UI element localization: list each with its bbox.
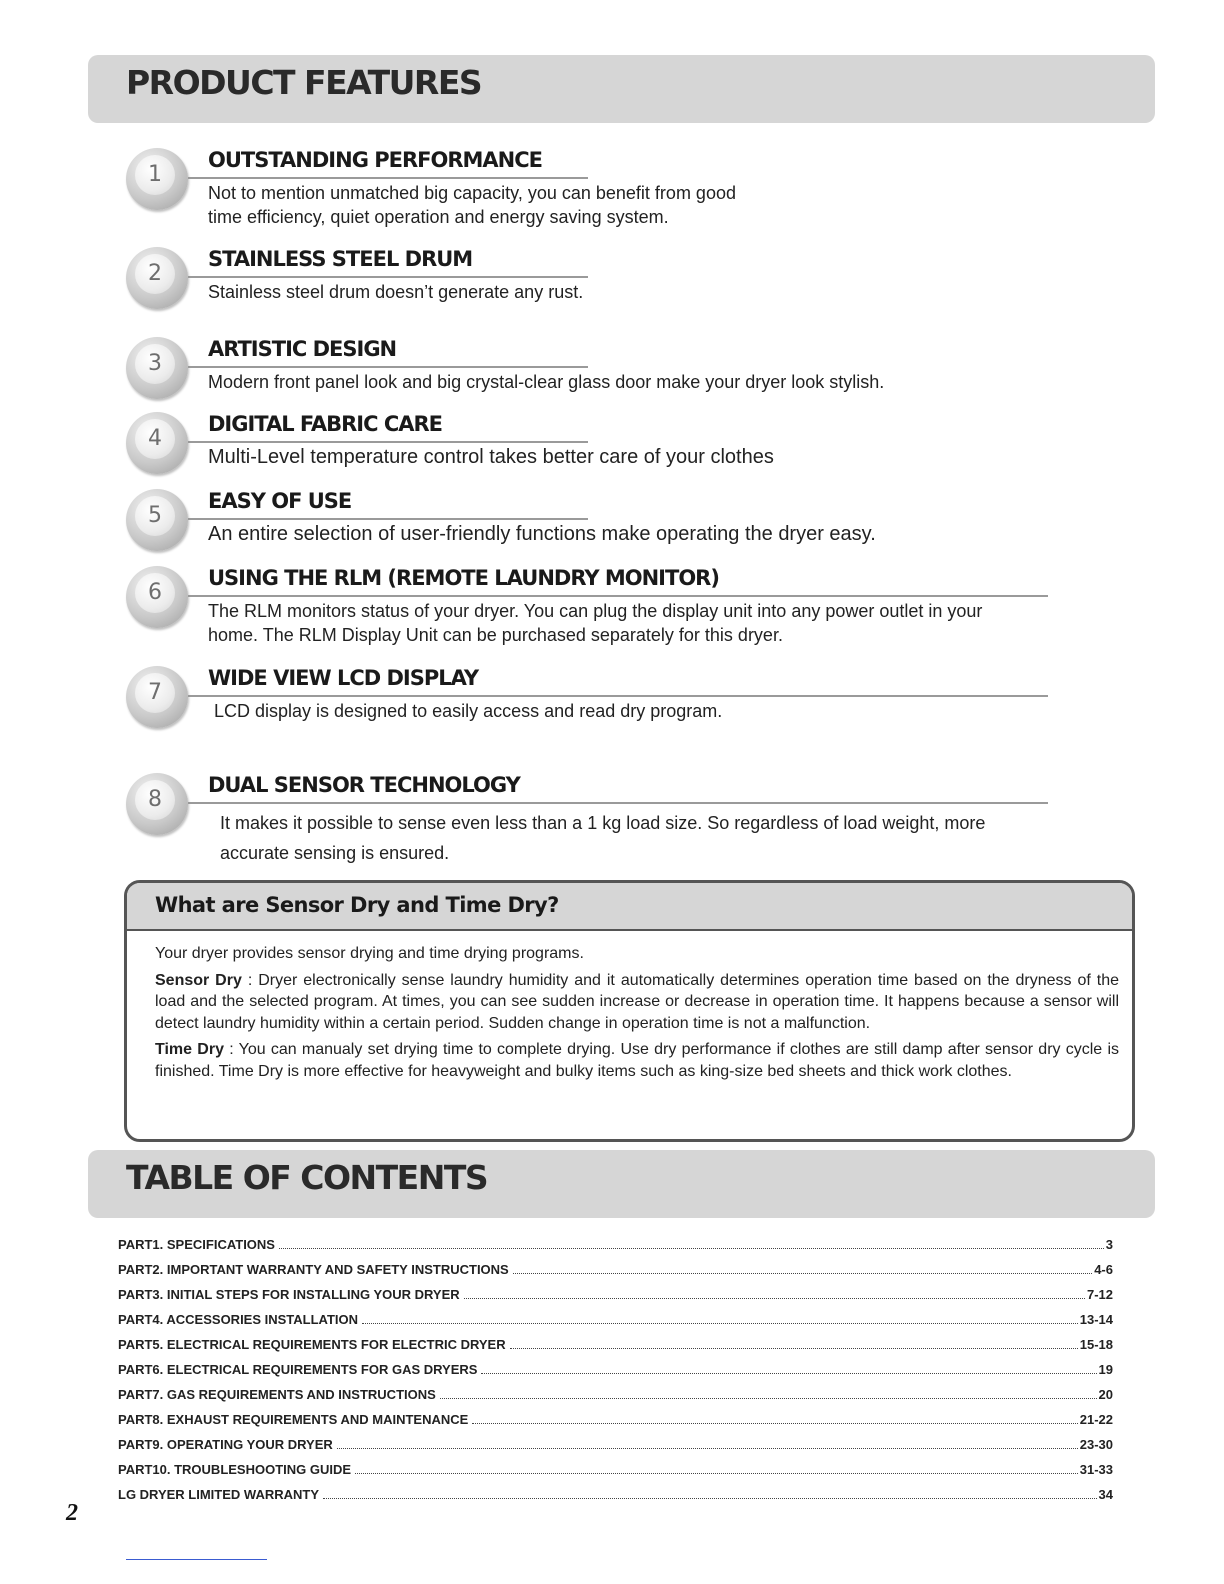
toc-leader-dots	[481, 1373, 1096, 1374]
toc-entry[interactable]: PART5. ELECTRICAL REQUIREMENTS FOR ELECTRIC DRYER 15-18	[118, 1337, 1113, 1352]
time-dry-label: Time Dry	[155, 1041, 224, 1058]
sensor-box-intro: Your dryer provides sensor drying and time drying programs.	[155, 945, 584, 962]
table-of-contents-banner	[88, 1150, 1155, 1218]
feature-description: The RLM monitors status of your dryer. You can plug the display unit into any power outlet in your home. The RLM Display Unit can be purchased separately for this dryer.	[208, 601, 983, 645]
sensor-box-body	[127, 931, 1132, 1082]
number-badge-icon: 5	[126, 489, 188, 551]
page-number: 2	[66, 1500, 78, 1526]
feature-divider	[188, 695, 1048, 697]
toc-entry[interactable]: PART8. EXHAUST REQUIREMENTS AND MAINTENANCE 21-22	[118, 1412, 1113, 1427]
toc-entry[interactable]: PART9. OPERATING YOUR DRYER 23-30	[118, 1437, 1113, 1452]
toc-leader-dots	[513, 1273, 1092, 1274]
feature-description: It makes it possible to sense even less than a 1 kg load size. So regardless of load weight, more accurate sensing is ensured.	[220, 813, 986, 863]
toc-leader-dots	[279, 1248, 1104, 1249]
feature-description: Multi-Level temperature control takes better care of your clothes	[208, 446, 774, 468]
toc-entry[interactable]: PART4. ACCESSORIES INSTALLATION 13-14	[118, 1312, 1113, 1327]
sensor-dry-info-box	[124, 880, 1135, 1142]
toc-leader-dots	[355, 1473, 1078, 1474]
feature-title: DIGITAL FABRIC CARE	[208, 412, 443, 436]
feature-divider	[188, 177, 588, 179]
toc-entry[interactable]: LG DRYER LIMITED WARRANTY 34	[118, 1487, 1113, 1502]
toc-leader-dots	[510, 1348, 1078, 1349]
time-dry-text: : You can manualy set drying time to complete drying. Use dry performance if clothes are still damp after sensor dry cycle is finished. Time Dry is more effective for heavyweight and bulky items such as king-size bed sheets and thick work clothes.	[155, 1041, 1119, 1080]
toc-entry[interactable]: PART7. GAS REQUIREMENTS AND INSTRUCTIONS 20	[118, 1387, 1113, 1402]
number-badge-icon: 2	[126, 247, 188, 309]
sensor-dry-paragraph	[155, 970, 1119, 1035]
feature-divider	[188, 802, 1048, 804]
toc-entry[interactable]: PART10. TROUBLESHOOTING GUIDE 31-33	[118, 1462, 1113, 1477]
toc-entry[interactable]: PART2. IMPORTANT WARRANTY AND SAFETY INSTRUCTIONS 4-6	[118, 1262, 1113, 1277]
table-of-contents-title: TABLE OF CONTENTS	[126, 1158, 488, 1197]
time-dry-paragraph	[155, 1039, 1119, 1082]
feature-title: DUAL SENSOR TECHNOLOGY	[208, 773, 520, 797]
number-badge-icon: 7	[126, 666, 188, 728]
number-badge-icon: 4	[126, 412, 188, 474]
toc-entry[interactable]: PART3. INITIAL STEPS FOR INSTALLING YOUR DRYER 7-12	[118, 1287, 1113, 1302]
toc-leader-dots	[362, 1323, 1078, 1324]
feature-description: An entire selection of user-friendly functions make operating the dryer easy.	[208, 523, 876, 545]
sensor-dry-text: : Dryer electronically sense laundry humidity and it automatically determines operation time based on the dryness of the load and the selected program. At times, you can see sudden increase or decrease in operation time. It happens because a sensor will detect laundry humidity within a certain period. Sudden change in operation time is not a malfunction.	[155, 971, 1119, 1032]
sensor-dry-label: Sensor Dry	[155, 971, 242, 989]
table-of-contents-list	[118, 1237, 1113, 1512]
product-features-banner	[88, 55, 1155, 123]
feature-description: Modern front panel look and big crystal-clear glass door make your dryer look stylish.	[208, 372, 885, 392]
feature-title: OUTSTANDING PERFORMANCE	[208, 148, 542, 172]
feature-description: LCD display is designed to easily access and read dry program.	[214, 701, 723, 721]
toc-leader-dots	[440, 1398, 1097, 1399]
feature-divider	[188, 276, 588, 278]
feature-divider	[188, 518, 588, 520]
link-underline	[126, 1559, 267, 1560]
number-badge-icon: 8	[126, 773, 188, 835]
sensor-box-header	[127, 883, 1132, 931]
toc-leader-dots	[472, 1423, 1077, 1424]
feature-divider	[188, 366, 588, 368]
sensor-box-title: What are Sensor Dry and Time Dry?	[155, 893, 559, 917]
toc-entry[interactable]: PART6. ELECTRICAL REQUIREMENTS FOR GAS DRYERS 19	[118, 1362, 1113, 1377]
feature-divider	[188, 595, 1048, 597]
feature-title: STAINLESS STEEL DRUM	[208, 247, 473, 271]
feature-divider	[188, 441, 588, 443]
toc-leader-dots	[464, 1298, 1085, 1299]
toc-entry[interactable]: PART1. SPECIFICATIONS 3	[118, 1237, 1113, 1252]
feature-title: ARTISTIC DESIGN	[208, 337, 397, 361]
feature-description: Stainless steel drum doesn’t generate any rust.	[208, 282, 584, 302]
feature-title: USING THE RLM (REMOTE LAUNDRY MONITOR)	[208, 566, 719, 590]
number-badge-icon: 1	[126, 148, 188, 210]
toc-leader-dots	[323, 1498, 1097, 1499]
feature-title: EASY OF USE	[208, 489, 352, 513]
product-features-title: PRODUCT FEATURES	[126, 63, 482, 102]
toc-leader-dots	[337, 1448, 1078, 1449]
number-badge-icon: 6	[126, 566, 188, 628]
feature-description: Not to mention unmatched big capacity, you can benefit from good time efficiency, quiet operation and energy saving system.	[208, 183, 736, 227]
number-badge-icon: 3	[126, 337, 188, 399]
feature-title: WIDE VIEW LCD DISPLAY	[208, 666, 479, 690]
